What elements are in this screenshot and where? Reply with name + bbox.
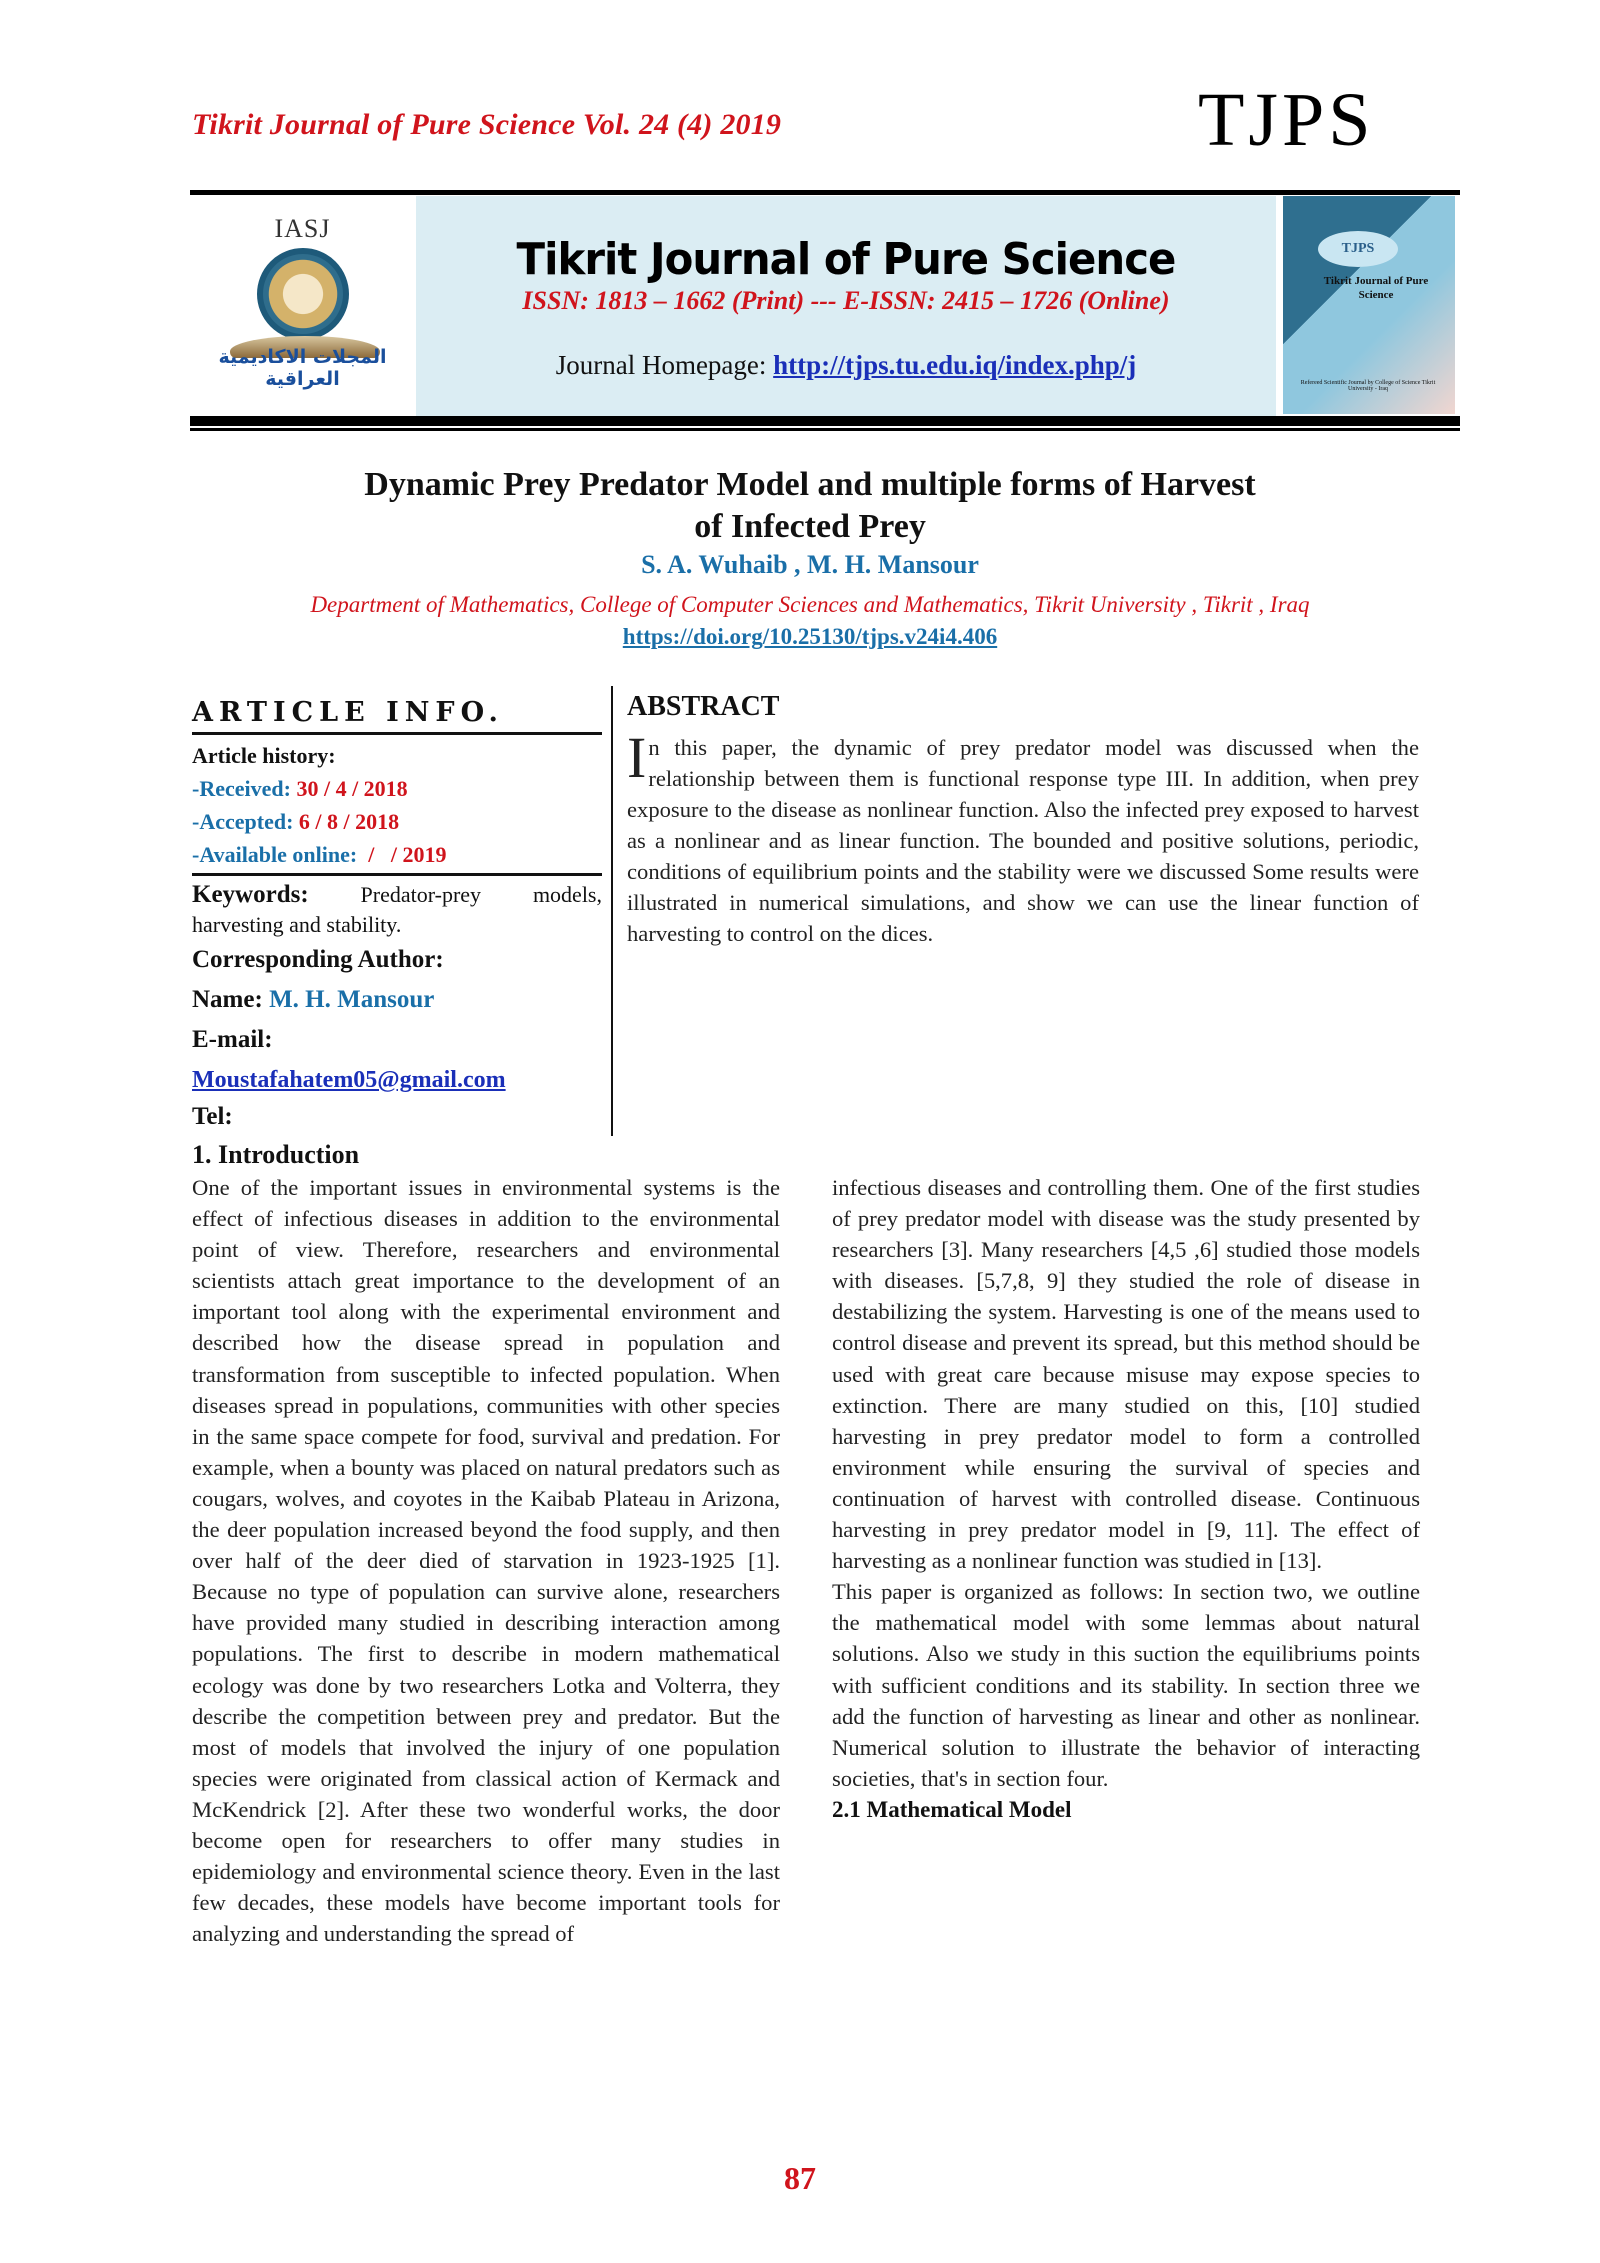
homepage-label: Journal Homepage:	[555, 350, 774, 380]
cover-title: Tikrit Journal of Pure Science	[1323, 275, 1429, 301]
tel-label: Tel:	[192, 1103, 233, 1130]
author-name: Name: M. H. Mansour	[192, 986, 435, 1013]
running-journal-title: Tikrit Journal of Pure Science Vol. 24 (4) 2019	[192, 108, 782, 141]
introduction-left-column: One of the important issues in environmental systems is the effect of infectious diseases in addition to the environmental point of view. Therefore, researchers and environmental scientists attach great importance to the development of an important tool along with the experimental environment and described how the disease spread in population and transformation from susceptible to infected population. When diseases spread in populations, communities with other species in the same space compete for food, survival and predation. For example, when a bounty was placed on natural predators such as cougars, wolves, and coyotes in the Kaibab Plateau in Arizona, the deer population increased beyond the food supply, and then over half of the deer died of starvation in 1923-1925 [1]. Because no type of population can survive alone, researchers have provided many studied in describing interaction among populations. The first to describe in modern mathematical ecology was done by two researchers Lotka and Volterra, they describe the competition between prey and predator. But the most of models that involved the injury of one population species were originated from classical action of Kermack and McKendrick [2]. After these two wonderful works, the door become open for researchers to offer many studies in epidemiology and environmental science theory. Even in the last few decades, these models have become important tools for analyzing and understanding the spread of	[192, 1175, 780, 1947]
email-label: E-mail:	[192, 1026, 273, 1053]
paper-affiliation: Department of Mathematics, College of Computer Sciences and Mathematics, Tikrit University , Tikrit , Iraq	[310, 592, 1310, 617]
cover-oval-logo: TJPS	[1318, 231, 1398, 267]
column-divider	[611, 686, 613, 1136]
article-info-panel	[192, 696, 602, 1134]
article-info-heading: ARTICLE INFO.	[192, 697, 504, 728]
article-history-label: Article history:	[192, 743, 336, 768]
banner-homepage	[416, 350, 1276, 381]
iasj-logo	[190, 196, 415, 416]
paper-authors: S. A. Wuhaib , M. H. Mansour	[641, 550, 979, 579]
accepted-date: -Accepted: 6 / 8 / 2018	[192, 809, 400, 834]
journal-cover-image	[1283, 196, 1455, 414]
section-2-1-heading: 2.1 Mathematical Model	[832, 1796, 1072, 1822]
available-online-date: -Available online: / / 2019	[192, 842, 447, 867]
introduction-paragraph-1: infectious diseases and controlling them. One of the first studies of prey predator model with disease was the study presented by researchers [3]. Many researchers [4,5 ,6] studied those models with diseases. [5,7,8, 9] they studied the role of disease in destabilizing the system. Harvesting is one of the means used to control disease and prevent its spread, but this method should be used with great care because misuse may expose species to extinction. There are many studied on this, [10] studied harvesting in prey predator model to form a controlled environment while ensuring the survival of species and continuation of harvest with controlled disease. Continuous harvesting in prey predator model in [9, 11]. The effect of harvesting as a nonlinear function was studied in [13].	[832, 1175, 1420, 1574]
tjps-logo: TJPS	[1198, 78, 1375, 162]
article-info-rule-2	[192, 873, 602, 876]
abstract-body: In this paper, the dynamic of prey predator model was discussed when the relationship between them is functional response type III. In addition, when prey exposure to the disease as nonlinear function. Also the infected prey exposed to harvest as a nonlinear and as linear function. The bounded and positive solutions, periodic, conditions of equilibrium points and the stability were we discussed Some results were illustrated in numerical simulations, and show we can use the linear function of harvesting to control on the dices.	[627, 725, 1419, 946]
email-value	[192, 1060, 602, 1100]
iasj-emblem-icon	[257, 248, 349, 340]
banner-bottom-rule-thick	[190, 416, 1460, 426]
keywords: Keywords: Predator-prey models, harvesting and stability.	[192, 881, 602, 937]
page-number: 87	[784, 2160, 816, 2196]
iasj-arabic-text: المجلات الاكاديمية العراقية	[218, 346, 387, 390]
introduction-right-column	[832, 1172, 1420, 1825]
paper-title-line-2: of Infected Prey	[694, 508, 926, 545]
doi-link[interactable]: https://doi.org/10.25130/tjps.v24i4.406	[622, 624, 998, 649]
introduction-paragraph-2: This paper is organized as follows: In section two, we outline the mathematical model with some lemmas about natural solutions. Also we study in this suction the equilibriums points with sufficient conditions and its stability. In section three we add the function of harvesting as linear and other as nonlinear. Numerical solution to illustrate the behavior of interacting societies, that's in section four.	[832, 1579, 1420, 1791]
paper-title-line-1: Dynamic Prey Predator Model and multiple forms of Harvest	[364, 466, 1256, 503]
banner-top-rule	[190, 190, 1460, 195]
paper-title	[190, 464, 1430, 548]
journal-banner	[190, 196, 1460, 416]
banner-center-panel	[416, 196, 1276, 416]
abstract-section	[627, 690, 1419, 949]
iasj-label: IASJ	[274, 214, 331, 243]
cover-footer: Refereed Scientific Journal by College of Science Tikrit University - Iraq	[1300, 380, 1436, 392]
banner-issn: ISSN: 1813 – 1662 (Print) --- E-ISSN: 2415 – 1726 (Online)	[522, 286, 1170, 315]
article-info-rule	[192, 732, 602, 735]
introduction-heading: 1. Introduction	[192, 1140, 360, 1169]
abstract-heading: ABSTRACT	[627, 691, 780, 722]
banner-journal-name: Tikrit Journal of Pure Science	[516, 234, 1176, 285]
abstract-dropcap: I	[627, 725, 647, 790]
corresponding-author-label: Corresponding Author:	[192, 946, 444, 973]
homepage-link[interactable]: http://tjps.tu.edu.iq/index.php/j	[773, 350, 1137, 380]
email-link[interactable]: Moustafahatem05@gmail.com	[192, 1067, 506, 1093]
banner-bottom-rule-thin	[190, 428, 1460, 431]
paper-doi	[190, 624, 1430, 650]
received-date: -Received: 30 / 4 / 2018	[192, 776, 408, 801]
